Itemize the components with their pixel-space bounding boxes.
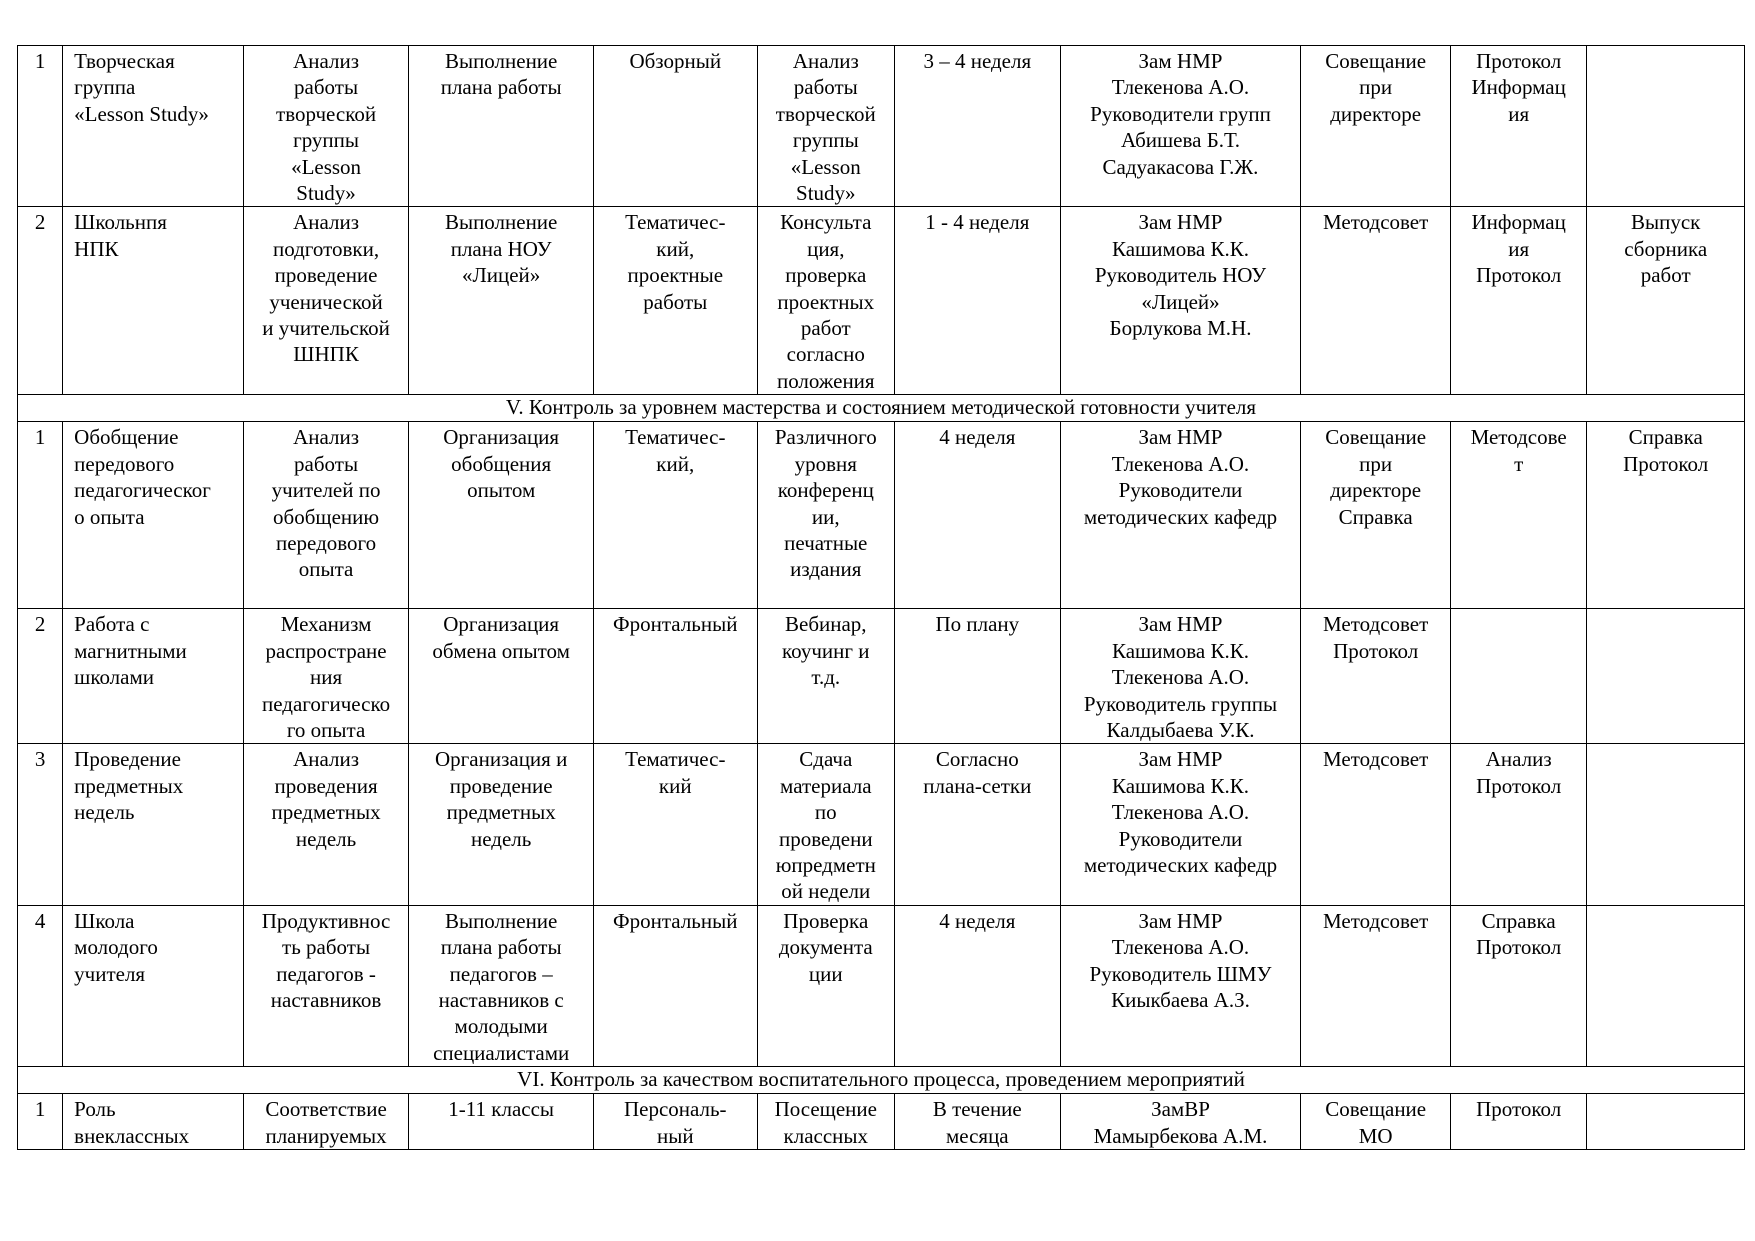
cell-review-place bbox=[1301, 207, 1451, 395]
table-body bbox=[18, 46, 1745, 1150]
cell-text-line: ия bbox=[1508, 101, 1530, 126]
cell-text-line: ный bbox=[656, 1123, 694, 1148]
cell-deadline bbox=[895, 207, 1061, 395]
table-row bbox=[18, 1094, 1745, 1150]
cell-text-line: Фронтальный bbox=[613, 612, 738, 637]
cell-topic bbox=[63, 609, 244, 744]
cell-text-line: конференц bbox=[777, 478, 874, 503]
cell-text-line: работ bbox=[1640, 263, 1691, 288]
cell-text-line: Совещание bbox=[1325, 425, 1427, 450]
cell-text-line: ЗамВР bbox=[1151, 1097, 1210, 1122]
cell-text-line: Протокол bbox=[1623, 451, 1709, 476]
cell-text-line: группа bbox=[74, 75, 136, 100]
cell-text-line: специалистами bbox=[433, 1040, 570, 1065]
cell-method bbox=[757, 46, 894, 207]
cell-text-line: Протокол bbox=[1476, 773, 1562, 798]
cell-topic bbox=[63, 905, 244, 1066]
cell-text-line: Тематичес- bbox=[625, 210, 726, 235]
cell-text-line: 2 bbox=[34, 210, 46, 235]
cell-type bbox=[593, 207, 757, 395]
cell-text-line: ой недели bbox=[781, 879, 871, 904]
cell-object bbox=[409, 744, 594, 905]
cell-result bbox=[1450, 207, 1586, 395]
cell-text-line: Совещание bbox=[1325, 1097, 1427, 1122]
cell-text-line: ция, bbox=[807, 236, 845, 261]
table-row bbox=[18, 609, 1745, 744]
cell-text-line: Тематичес- bbox=[625, 425, 726, 450]
cell-review-place bbox=[1301, 46, 1451, 207]
cell-text-line: Кашимова К.К. bbox=[1112, 236, 1249, 261]
cell-deadline bbox=[895, 609, 1061, 744]
cell-text-line: методических кафедр bbox=[1083, 504, 1278, 529]
cell-text-line: уровня bbox=[794, 451, 857, 476]
cell-review-place bbox=[1301, 905, 1451, 1066]
cell-text-line: Абишева Б.Т. bbox=[1120, 128, 1240, 153]
cell-text-line: 4 неделя bbox=[939, 425, 1016, 450]
cell-text-line: плана работы bbox=[440, 935, 562, 960]
cell-text-line: По плану bbox=[935, 612, 1020, 637]
cell-text-line: Методсовет bbox=[1323, 747, 1429, 772]
cell-text-line: Информац bbox=[1471, 75, 1566, 100]
cell-text-line: Выполнение bbox=[444, 49, 558, 73]
cell-text-line: педагогов – bbox=[449, 961, 553, 986]
cell-deadline bbox=[895, 1094, 1061, 1150]
cell-text-line: наставников с bbox=[438, 987, 564, 1012]
cell-text-line: Руководитель ШМУ bbox=[1089, 961, 1272, 986]
cell-text-line: Руководители групп bbox=[1090, 101, 1271, 126]
cell-review-place bbox=[1301, 422, 1451, 609]
cell-text-line: положения bbox=[776, 368, 875, 393]
cell-goal bbox=[243, 422, 409, 609]
cell-decision bbox=[1587, 609, 1745, 744]
cell-text-line: Творческая bbox=[74, 49, 175, 73]
cell-decision bbox=[1587, 422, 1745, 609]
cell-text-line: Обобщение bbox=[74, 425, 179, 450]
cell-text-line: педагогов - bbox=[276, 961, 376, 986]
cell-text-line: Выпуск bbox=[1631, 210, 1701, 235]
cell-text-line: Механизм bbox=[280, 612, 372, 637]
cell-text-line: Анализ bbox=[293, 425, 360, 450]
cell-text-line: Методсовет bbox=[1323, 908, 1429, 933]
cell-type bbox=[593, 422, 757, 609]
cell-text-line: Информац bbox=[1471, 210, 1566, 235]
cell-review-place bbox=[1301, 1094, 1451, 1150]
cell-topic bbox=[63, 422, 244, 609]
section-heading-row bbox=[18, 1067, 1745, 1094]
table-row bbox=[18, 905, 1745, 1066]
cell-type bbox=[593, 609, 757, 744]
cell-decision bbox=[1587, 905, 1745, 1066]
cell-text-line: НПК bbox=[74, 236, 119, 261]
cell-text-line: Анализ bbox=[1485, 747, 1552, 772]
cell-topic bbox=[63, 46, 244, 207]
cell-text-line: кий bbox=[658, 773, 692, 798]
cell-text-line: планируемых bbox=[265, 1123, 387, 1148]
cell-deadline bbox=[895, 905, 1061, 1066]
cell-text-line: Зам НМР bbox=[1138, 210, 1223, 235]
cell-text-line: Киыкбаева А.З. bbox=[1111, 987, 1250, 1012]
cell-object bbox=[409, 1094, 594, 1150]
cell-text-line: плана-сетки bbox=[923, 773, 1032, 798]
cell-goal bbox=[243, 905, 409, 1066]
cell-text-line: Протокол bbox=[1476, 49, 1562, 73]
document-page bbox=[17, 45, 1745, 1150]
cell-text-line: Сдача bbox=[799, 747, 853, 772]
cell-text-line: Школьнпя bbox=[74, 210, 167, 235]
cell-text-line: Протокол bbox=[1476, 935, 1562, 960]
table-row bbox=[18, 422, 1745, 609]
cell-text-line: Зам НМР bbox=[1138, 612, 1223, 637]
cell-text-line: проведение bbox=[274, 263, 378, 288]
cell-text-line: Тлекенова А.О. bbox=[1111, 935, 1250, 960]
cell-text-line: работ bbox=[800, 316, 851, 341]
cell-responsible bbox=[1060, 1094, 1301, 1150]
cell-text-line: Зам НМР bbox=[1138, 425, 1223, 450]
cell-text-line: издания bbox=[790, 557, 862, 582]
cell-type bbox=[593, 744, 757, 905]
cell-text-line: Справка bbox=[1628, 425, 1703, 450]
cell-result bbox=[1450, 609, 1586, 744]
cell-result bbox=[1450, 422, 1586, 609]
cell-text-line: предметных bbox=[271, 800, 381, 825]
cell-text-line: распростране bbox=[265, 638, 387, 663]
cell-method bbox=[757, 422, 894, 609]
cell-text-line: Анализ bbox=[293, 49, 360, 73]
cell-text-line: группы bbox=[293, 128, 360, 153]
cell-review-place bbox=[1301, 744, 1451, 905]
cell-text-line: Садуакасова Г.Ж. bbox=[1102, 154, 1259, 179]
cell-text-line: недель bbox=[470, 826, 532, 851]
cell-text-line: проверка bbox=[785, 263, 867, 288]
cell-text-line: педагогическог bbox=[74, 478, 211, 503]
cell-text-line: Зам НМР bbox=[1138, 908, 1223, 933]
cell-responsible bbox=[1060, 905, 1301, 1066]
cell-text-line: педагогическо bbox=[262, 691, 391, 716]
cell-text-line: Тематичес- bbox=[625, 747, 726, 772]
cell-text-line: проведение bbox=[449, 773, 553, 798]
cell-text-line: Анализ bbox=[792, 49, 859, 73]
cell-text-line: внеклассных bbox=[74, 1123, 190, 1148]
cell-number bbox=[18, 1094, 63, 1150]
cell-text-line: Тлекенова А.О. bbox=[1111, 665, 1250, 690]
cell-decision bbox=[1587, 1094, 1745, 1150]
cell-text-line: Роль bbox=[74, 1097, 116, 1122]
cell-text-line: Организация и bbox=[435, 747, 568, 772]
cell-text-line: 1 bbox=[34, 1097, 46, 1122]
section-heading-row bbox=[18, 395, 1745, 422]
cell-text-line: печатные bbox=[784, 530, 868, 555]
cell-text-line: обобщению bbox=[273, 504, 380, 529]
cell-text-line: кий, bbox=[656, 236, 695, 261]
section-heading: V. Контроль за уровнем мастерства и состоянием методической готовности учителя bbox=[18, 395, 1745, 422]
cell-text-line: т bbox=[1514, 451, 1524, 476]
cell-text-line: ния bbox=[309, 665, 343, 690]
cell-text-line: о опыта bbox=[74, 504, 145, 529]
cell-text-line: обмена опытом bbox=[432, 638, 570, 663]
cell-text-line: Работа с bbox=[74, 612, 150, 637]
cell-text-line: Руководители bbox=[1118, 826, 1243, 851]
cell-text-line: Зам НМР bbox=[1138, 49, 1223, 73]
cell-text-line: материала bbox=[780, 773, 872, 798]
cell-text-line: В течение bbox=[932, 1097, 1022, 1122]
cell-text-line: 3 bbox=[34, 747, 46, 772]
cell-text-line: «Lesson bbox=[790, 154, 861, 179]
cell-text-line: директоре bbox=[1330, 101, 1422, 126]
cell-text-line: Борлукова М.Н. bbox=[1109, 316, 1252, 341]
cell-text-line: юпредметн bbox=[775, 852, 876, 877]
cell-responsible bbox=[1060, 422, 1301, 609]
cell-decision bbox=[1587, 46, 1745, 207]
cell-number bbox=[18, 46, 63, 207]
cell-object bbox=[409, 207, 594, 395]
cell-text-line: Различного bbox=[774, 425, 877, 450]
cell-text-line: согласно bbox=[786, 342, 865, 367]
cell-text-line: Обзорный bbox=[629, 49, 722, 73]
cell-text-line: методических кафедр bbox=[1083, 852, 1278, 877]
cell-text-line: Продуктивнос bbox=[261, 908, 391, 933]
cell-goal bbox=[243, 1094, 409, 1150]
cell-number bbox=[18, 744, 63, 905]
cell-responsible bbox=[1060, 46, 1301, 207]
cell-text-line: Школа bbox=[74, 908, 135, 933]
cell-text-line: МО bbox=[1358, 1123, 1393, 1148]
cell-text-line: Проверка bbox=[783, 908, 869, 933]
cell-number bbox=[18, 905, 63, 1066]
cell-topic bbox=[63, 744, 244, 905]
cell-text-line: Study» bbox=[796, 181, 856, 206]
cell-text-line: кий, bbox=[656, 451, 695, 476]
cell-responsible bbox=[1060, 609, 1301, 744]
cell-text-line: по bbox=[814, 800, 837, 825]
cell-text-line: Соответствие bbox=[265, 1097, 387, 1122]
cell-text-line: и учительской bbox=[262, 316, 390, 341]
cell-text-line: Персональ- bbox=[623, 1097, 727, 1122]
cell-method bbox=[757, 609, 894, 744]
cell-method bbox=[757, 207, 894, 395]
cell-text-line: Справка bbox=[1338, 504, 1413, 529]
cell-text-line: ШНПК bbox=[293, 342, 359, 367]
cell-text-line: ть работы bbox=[282, 935, 371, 960]
cell-review-place bbox=[1301, 609, 1451, 744]
cell-text-line: 1-11 классы bbox=[448, 1097, 555, 1122]
cell-text-line: Организация bbox=[443, 612, 560, 637]
cell-responsible bbox=[1060, 744, 1301, 905]
cell-text-line: Руководители bbox=[1118, 478, 1243, 503]
cell-text-line: работы bbox=[793, 75, 858, 100]
cell-text-line: недель bbox=[74, 800, 135, 825]
cell-text-line: Консульта bbox=[780, 210, 872, 235]
cell-text-line: Согласно bbox=[935, 747, 1019, 772]
cell-result bbox=[1450, 744, 1586, 905]
cell-text-line: предметных bbox=[446, 800, 556, 825]
cell-text-line: Справка bbox=[1481, 908, 1556, 933]
cell-text-line: творческой bbox=[276, 101, 377, 126]
cell-text-line: Руководитель НОУ bbox=[1094, 263, 1267, 288]
cell-result bbox=[1450, 46, 1586, 207]
cell-text-line: 4 bbox=[34, 908, 46, 933]
cell-text-line: при bbox=[1359, 451, 1393, 476]
cell-object bbox=[409, 46, 594, 207]
cell-deadline bbox=[895, 744, 1061, 905]
cell-text-line: передового bbox=[74, 451, 175, 476]
cell-text-line: Организация bbox=[443, 425, 560, 450]
cell-type bbox=[593, 46, 757, 207]
cell-text-line: Кашимова К.К. bbox=[1112, 773, 1249, 798]
cell-text-line: молодого bbox=[74, 935, 158, 960]
cell-goal bbox=[243, 207, 409, 395]
cell-text-line: Зам НМР bbox=[1138, 747, 1223, 772]
cell-method bbox=[757, 905, 894, 1066]
cell-object bbox=[409, 609, 594, 744]
cell-text-line: 4 неделя bbox=[939, 908, 1016, 933]
cell-method bbox=[757, 744, 894, 905]
cell-text-line: подготовки, bbox=[272, 236, 380, 261]
cell-text-line: группы bbox=[792, 128, 859, 153]
cell-text-line: Калдыбаева У.К. bbox=[1106, 717, 1255, 742]
cell-text-line: Анализ bbox=[293, 747, 360, 772]
cell-text-line: Тлекенова А.О. bbox=[1111, 75, 1250, 100]
cell-deadline bbox=[895, 46, 1061, 207]
cell-text-line: проектных bbox=[777, 289, 875, 314]
cell-text-line: 1 bbox=[34, 49, 46, 73]
cell-text-line: Вебинар, bbox=[785, 612, 867, 637]
cell-text-line: Методсовет bbox=[1323, 612, 1429, 637]
cell-text-line: школами bbox=[74, 665, 155, 690]
cell-type bbox=[593, 1094, 757, 1150]
cell-text-line: опытом bbox=[467, 478, 536, 503]
cell-text-line: Study» bbox=[296, 181, 356, 206]
cell-responsible bbox=[1060, 207, 1301, 395]
cell-text-line: месяца bbox=[945, 1123, 1009, 1148]
cell-text-line: работы bbox=[294, 75, 359, 100]
cell-goal bbox=[243, 609, 409, 744]
cell-text-line: проведени bbox=[779, 826, 873, 851]
cell-text-line: «Lesson bbox=[291, 154, 362, 179]
cell-text-line: предметных bbox=[74, 773, 184, 798]
cell-text-line: коучинг и bbox=[782, 638, 870, 663]
table-row bbox=[18, 207, 1745, 395]
cell-object bbox=[409, 422, 594, 609]
cell-text-line: «Лицей» bbox=[462, 263, 541, 288]
cell-text-line: Руководитель группы bbox=[1083, 691, 1278, 716]
cell-text-line: Выполнение bbox=[444, 908, 558, 933]
control-plan-table bbox=[17, 45, 1745, 1150]
cell-number bbox=[18, 422, 63, 609]
cell-text-line: Посещение bbox=[774, 1097, 877, 1122]
cell-text-line: наставников bbox=[270, 987, 382, 1012]
cell-number bbox=[18, 609, 63, 744]
cell-text-line: при bbox=[1359, 75, 1393, 100]
cell-text-line: Проведение bbox=[74, 747, 181, 772]
cell-text-line: проектные bbox=[627, 263, 724, 288]
cell-text-line: плана НОУ bbox=[450, 236, 552, 261]
cell-object bbox=[409, 905, 594, 1066]
cell-text-line: Методсовет bbox=[1323, 210, 1429, 235]
cell-decision bbox=[1587, 744, 1745, 905]
cell-text-line: творческой bbox=[775, 101, 876, 126]
cell-text-line: директоре bbox=[1330, 478, 1422, 503]
cell-text-line: Тлекенова А.О. bbox=[1111, 800, 1250, 825]
cell-text-line: Протокол bbox=[1476, 1097, 1562, 1122]
cell-text-line: ии, bbox=[811, 504, 840, 529]
cell-result bbox=[1450, 1094, 1586, 1150]
cell-text-line: работы bbox=[643, 289, 708, 314]
cell-text-line: 1 bbox=[34, 425, 46, 450]
cell-decision bbox=[1587, 207, 1745, 395]
cell-text-line: го опыта bbox=[286, 717, 366, 742]
cell-text-line: 3 – 4 неделя bbox=[923, 49, 1032, 73]
section-heading: VI. Контроль за качеством воспитательного процесса, проведением мероприятий bbox=[18, 1067, 1745, 1094]
cell-text-line: «Lesson Study» bbox=[74, 101, 209, 126]
cell-text-line: Протокол bbox=[1333, 638, 1419, 663]
cell-text-line: недель bbox=[295, 826, 357, 851]
cell-text-line: Выполнение bbox=[444, 210, 558, 235]
cell-goal bbox=[243, 744, 409, 905]
cell-text-line: Анализ bbox=[293, 210, 360, 235]
cell-text-line: ученической bbox=[269, 289, 383, 314]
cell-text-line: магнитными bbox=[74, 638, 187, 663]
cell-text-line: ции bbox=[808, 961, 843, 986]
cell-text-line: проведения bbox=[274, 773, 378, 798]
cell-text-line: Тлекенова А.О. bbox=[1111, 451, 1250, 476]
cell-text-line: работы bbox=[294, 451, 359, 476]
cell-number bbox=[18, 207, 63, 395]
cell-text-line: 1 - 4 неделя bbox=[925, 210, 1030, 235]
cell-goal bbox=[243, 46, 409, 207]
cell-text-line: Методсове bbox=[1470, 425, 1567, 450]
cell-text-line: Протокол bbox=[1476, 263, 1562, 288]
cell-text-line: учителей по bbox=[271, 478, 381, 503]
cell-text-line: ия bbox=[1508, 236, 1530, 261]
cell-text-line: Фронтальный bbox=[613, 908, 738, 933]
cell-text-line: сборника bbox=[1624, 236, 1708, 261]
cell-topic bbox=[63, 207, 244, 395]
cell-text-line: молодыми bbox=[454, 1014, 548, 1039]
cell-text-line: Кашимова К.К. bbox=[1112, 638, 1249, 663]
cell-text-line: Мамырбекова А.М. bbox=[1093, 1123, 1268, 1148]
cell-text-line: плана работы bbox=[440, 75, 562, 100]
cell-text-line: документа bbox=[778, 935, 873, 960]
table-row bbox=[18, 46, 1745, 207]
cell-text-line: учителя bbox=[74, 961, 146, 986]
cell-text-line: передового bbox=[275, 530, 377, 555]
cell-text-line: 2 bbox=[34, 612, 46, 637]
cell-type bbox=[593, 905, 757, 1066]
cell-text-line: Совещание bbox=[1325, 49, 1427, 73]
cell-text-line: обобщения bbox=[451, 451, 552, 476]
cell-method bbox=[757, 1094, 894, 1150]
cell-text-line: т.д. bbox=[811, 665, 841, 690]
cell-result bbox=[1450, 905, 1586, 1066]
cell-text-line: опыта bbox=[298, 557, 354, 582]
cell-text-line: «Лицей» bbox=[1141, 289, 1220, 314]
cell-topic bbox=[63, 1094, 244, 1150]
cell-deadline bbox=[895, 422, 1061, 609]
cell-text-line: классных bbox=[783, 1123, 869, 1148]
table-row bbox=[18, 744, 1745, 905]
